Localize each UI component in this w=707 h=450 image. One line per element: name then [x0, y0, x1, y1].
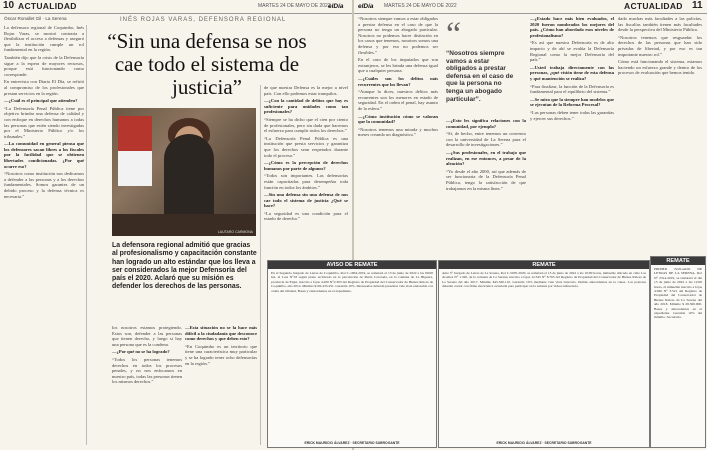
article-column-1	[358, 16, 438, 254]
issue-date: MARTES 24 DE MAYO DE 2022	[384, 3, 457, 9]
notice-title: REMATE	[651, 257, 705, 265]
section-title: ACTUALIDAD	[624, 1, 683, 11]
interview-answer: “Todos son importantes. Las defensorías están capacitadas para desempeñar toda función en todos los ámbitos.”	[264, 173, 348, 190]
paragraph: “Nosotros siempre vamos a estar obligados a prestar defensa en el caso de que la persona no tenga un abogado particular. Nosotros no podemos hacer distinción en los casos que tenemos, nosotros somos una defensa y por eso no podemos ser flexibles.”	[358, 16, 438, 55]
interview-question: —Sin una defensa sin una defensa de nos cae todo el sistema de justicia ¿Qué se hace?	[264, 192, 348, 209]
notice-body: Ante 3° Juzgado de Letras de La Serena, Rol C-5005-2020, se rematará el 13 de junio de 2022 a las 10:00 horas, inmueble ubicado en calle Los Aromos N° 1.320, de la comuna de La Serena, inscrito a fojas 12.345 N° 8.765 del Registro de Propiedad del Conservador de Bienes Raíces de La Serena del año 2017. Mínimo $45.320.110. Garantía 10% mediante vale vista bancario. Demás antecedentes en la causa. Los postores deberán contar con firma electrónica avanzada para participar en la subasta por videoconferencia.	[442, 271, 646, 289]
interview-question: —¿Cuáles son los delitos más recurrentes que los llevan?	[358, 75, 438, 87]
notice-signature: ERICK MAURICIO ÁLVAREZ · SECRETARIO SUBROGANTE	[304, 441, 400, 445]
interview-answer: “La Defensoría Penal Pública tiene por objetivo brindar una defensa de calidad y con enfoque en derechos humanos a todas las personas que estén siendo investigadas por el Ministerio Público y/o los tribunales.”	[4, 105, 84, 139]
interview-question: —Usted trabaja directamente con las personas, ¿qué visión tiene de esta defensa y qué mantención se realiza?	[530, 64, 614, 81]
article-column-1	[4, 25, 84, 445]
photo-credit: LAUTARO CARMONA	[217, 230, 253, 234]
paragraph: dado muchas más facultades a las policías, las fiscalías también tienen más facultades desde la perspectiva del Ministerio Público.	[618, 16, 702, 33]
remate-notice-side	[650, 256, 706, 448]
interview-answer: “En Coquimbo es un territorio que tiene una característica muy particular y se ha logrado tener ocho defensorías en la región.”	[185, 343, 257, 366]
paragraph: los nosotros estamos protegiendo. Estos son, defender a las personas que tienen derecho, y luego si hay una persona que es la condena.	[112, 325, 182, 347]
newspaper-logo: elDía	[358, 3, 374, 10]
byline: Óscar Ronallet Gil · La Serena	[4, 16, 67, 21]
interview-answer: “Nosotros tenemos una mirada y muchos meses creando un diagnóstico.”	[358, 126, 438, 138]
interview-question: —¿Con la cantidad de delitos que hay es suficiente para unidades como tan profesionales?	[264, 98, 348, 115]
interview-question: —¿Estado hace más bien evaluados, el 2020 fueron nombrados los mejores del país. ¿Cómo han abordado esos niveles de profesionalismo?	[530, 16, 614, 38]
paragraph: “Todos los personas tenemos derechos en todos los procesos penales, y no nos enfocamos en nuestro país, todas las personas tienen los mismos derechos.”	[112, 356, 182, 385]
interview-question: —¿Cómo institución cómo se valoran que la comunidad?	[358, 113, 438, 125]
article-column-4	[618, 16, 702, 254]
page-number: 11	[692, 0, 703, 11]
paragraph: En el caso de los imputados que son extranjeros, se les brinda una defensa igual que a cualquier persona.	[358, 57, 438, 74]
interview-answer: “La seguridad es una condición para el estado de derecho.”	[264, 210, 348, 222]
article-column-2	[112, 325, 182, 445]
interview-answer: “Siempre se ha dicho que el cien por ciento de profesionales, pero sin duda que hacemos el esfuerzo para cumplir todos los derechos.”	[264, 116, 348, 134]
paragraph: En entrevista con Diario El Día, se refirió al compromiso de los profesionales que prestan servicios en la región.	[4, 79, 84, 96]
pull-quote: “Nosotros siempre vamos a estar obligados a prestar defensa en el caso de que la persona no tenga un abogado particular”.	[446, 50, 514, 103]
paragraph: “La Defensoría Penal Pública es una institución que presta servicios y garantiza que los derechos sean respetados durante todo el proceso.”	[264, 135, 348, 158]
aviso-de-remate	[267, 260, 437, 448]
photo-caption: La defensora regional admitió que gracias al profesionalismo y capacitación constante han logrado un alto estándar que los lleva a ser considerados la mejor Defensoría del país el 2020. Aclaró que su misión es defender los derechos de las personas.	[112, 242, 257, 291]
notice-body: En el Segundo Juzgado de Letras de Coquimbo, Rol C-1904-2019, se rematará el 13 de junio de 2022 a las 09:00 hrs. el Lote N°18 según plano archivado en la parcelación de Punta Colorada, en la comuna de La Higuera, provincia de Elqui, inscrito a fojas 4.209 N°2.303 del Registro de Propiedad del Conservador de Bienes Raíces de Coquimbo, año 2014. Mínimo $102.435.451. Garantía 10%. Interesados deberán presentar vale vista endosable a la orden del tribunal. Bases y antecedentes en el expediente.	[271, 271, 433, 293]
paragraph: “Nosotros tenemos que resguardar los derechos de las personas que han sido privadas de libertad, y por eso es tan importante nuestro rol.”	[618, 34, 702, 57]
interview-answer: “Aunque lo dices, nuestros delitos más recurrentes son los menores en estado de seguridad. En el orden el penal, hay asunto de la esfera.”	[358, 89, 438, 111]
interview-question: —¿Por qué no se ha logrado?	[112, 349, 170, 355]
article-column-2b	[185, 325, 257, 445]
column-divider	[86, 25, 87, 445]
right-page-header	[354, 0, 707, 14]
interview-question: —¿Cómo es la percepción de derechos humanos por parte de algunos?	[264, 160, 348, 171]
column-divider	[260, 85, 261, 445]
flag-graphic	[118, 116, 152, 186]
interview-question: —¿Cuál es el principal que atienden?	[4, 98, 78, 104]
section-title: ACTUALIDAD	[18, 1, 77, 11]
left-page-header	[0, 0, 352, 14]
interview-question: —¿Sus profesionales, en el trabajo que realizan, en ese entonces, a pesar de la aleación?	[446, 149, 526, 167]
page-number: 10	[3, 0, 15, 11]
issue-date: MARTES 24 DE MAYO DE 2022	[258, 3, 331, 9]
notice-body: PRIMER JUZGADO DE LETRAS DE LA SERENA, Rol N° 2314-2019, se rematará el día 13 de junio de 2022 a las 12:00 horas, el inmueble inscrito a fojas 4.566 N° 3.521 del Registro de Propiedad del Conservador de Bienes Raíces de La Serena del año 2018. Mínimo $ 28.500.000. Bases y antecedentes en el expediente. Garantía 10% del mínimo. Secretaria.	[654, 267, 702, 320]
article-photo	[112, 108, 256, 236]
remate-notice	[438, 260, 650, 448]
headline: “Sin una defensa se nos cae todo el sistema de justicia”	[107, 29, 307, 99]
paragraph: La defensora regional de Coquimbo, Inés Rojas Varas, se mostró contraria a flexibilizar el acceso a defensas y aseguró que la institución cumple un rol fundamental en la región.	[4, 25, 84, 53]
interview-question: —Se mira que la siempre han modelos que se ejecutan de la Reforma Procesal?	[530, 96, 614, 108]
interview-question: —¿Esto les significa relaciones con la comunidad, por ejemplo?	[446, 118, 526, 129]
interview-question: —La comunidad en general piensa que los defensores sacan libres a los fiscales por la facilidad que se obtienen libertades condicionadas. ¿Por qué ocurre eso?	[4, 141, 84, 169]
notice-title: AVISO DE REMATE	[268, 261, 436, 269]
notice-signature: ERICK MAURICIO ÁLVAREZ · SECRETARIO SUBROGANTE	[496, 441, 592, 445]
quote-mark-icon: “	[446, 16, 462, 53]
newspaper-logo: elDía	[328, 3, 344, 10]
interview-answer: “Nosotros como institución nos dedicamos a defender a las personas y a los derechos fundamentales. Somos garantes de un debido proceso y la defensa técnica es necesaria.”	[4, 171, 84, 199]
kicker: INÉS ROJAS VARAS, DEFENSORA REGIONAL	[120, 17, 287, 23]
interview-answer: “Sí, de hecho, entre tenemos un convenio con la universidad de La Serena para el desarrollo de investigaciones.”	[446, 131, 526, 148]
article-column-3	[530, 16, 614, 254]
interview-answer: “Es así que nuestra Defensoría es de alto impacto y de ahí se evalúa la Defensoría Regional como la mejor Defensoría del país.”	[530, 40, 614, 63]
interview-answer: “Yo desde el año 2000, así que además de ser funcionaria de la Defensoría Penal Pública, tengo la satisfacción de que trabajamos en la misma línea.”	[446, 168, 526, 191]
article-column-2	[446, 118, 526, 254]
paragraph: También dijo que la crisis de la Defensoría sigue a la espera de mayores recursos, porque está funcionando como corresponde.	[4, 54, 84, 77]
paragraph: de que nuestra Defensa es la mejor a nivel país. Con ello podemos estar tranquilos.	[264, 85, 348, 96]
interview-answer: “Las personas deben tener todas las garantías y ejercer sus derechos.”	[530, 109, 614, 121]
notice-title: REMATE	[439, 261, 649, 269]
interview-question: —Esta situación no se la hace más difícil a la ciudadanía que desconoce como derechos y que deben esto?	[185, 325, 257, 342]
interview-answer: “Para finalizar, la función de la Defensoría es fundamental para el equilibrio del sistema.”	[530, 83, 614, 95]
paragraph: Cómo está funcionando el sistema, estamos haciendo un esfuerzo grande y dentro de los procesos de evaluación que hemos tenido.	[618, 59, 702, 76]
